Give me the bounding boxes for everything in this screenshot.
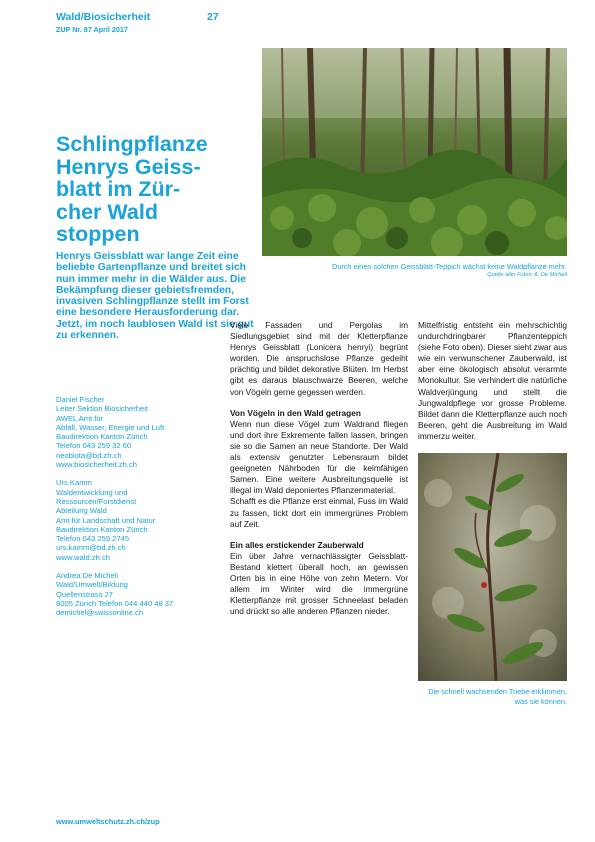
footer-link[interactable]: www.umweltschutz.zh.ch/zup bbox=[56, 817, 160, 826]
contact-name: Urs Kamm bbox=[56, 478, 92, 488]
contact-line: Waldentwicklung und bbox=[56, 487, 128, 497]
body-paragraph: Wenn nun diese Vögel zum Waldrand fliegen und dort ihre Exkremente fallen lassen, bringen sie so die Samen an neue Standorte. Der Wald als extensiv genutzter Lebensraum bildet geeigneten Nährboden für die keimfähigen Samen. Eine weitere Ausbreitungsquelle ist illegal im Wald deponiertes Pflanzenmaterial. bbox=[230, 418, 408, 496]
forest-photo bbox=[262, 48, 567, 256]
page-number: 27 bbox=[207, 11, 219, 23]
honeysuckle-vine-photo bbox=[418, 453, 567, 681]
contact-line: Amt für Landschaft und Natur bbox=[56, 515, 156, 525]
contact-line: Baudirektion Kanton Zürich bbox=[56, 524, 148, 534]
body-column-1 bbox=[230, 320, 408, 617]
contact-line: Abfall, Wasser, Energie und Luft bbox=[56, 422, 165, 432]
subheading: Ein alles erstickender Zauberwald bbox=[230, 539, 364, 550]
contact-web-link[interactable]: www.biosicherheit.zh.ch bbox=[56, 460, 138, 470]
title-line: stoppen bbox=[56, 222, 140, 246]
contact-email-link[interactable]: urs.kamm@bd.zh.ch bbox=[56, 543, 126, 553]
body-paragraph: Schafft es die Pflanze erst einmal, Fuss im Wald zu fassen, tickt dort ein immergrünes Problem auf Zeit. bbox=[230, 496, 408, 529]
article-title bbox=[56, 133, 261, 246]
contact-phone: Telefon 043 259 32 60 bbox=[56, 441, 132, 451]
contact-web-link[interactable]: www.wald.zh.ch bbox=[56, 552, 111, 562]
contact-phone: Telefon 043 259 2745 bbox=[56, 534, 130, 544]
contact-line: Baudirektion Kanton Zürich bbox=[56, 432, 148, 442]
contact-line: Leiter Sektion Biosicherheit bbox=[56, 404, 149, 414]
contact-name: Andrea De Micheli bbox=[56, 571, 119, 581]
contact-email-link[interactable]: neobiota@bd.zh.ch bbox=[56, 450, 122, 460]
contact-line: Wald/Umwelt/Bildung bbox=[56, 580, 128, 590]
photo-caption-side: Die schnell wachsenden Triebe erklimmen, was sie können. bbox=[428, 687, 567, 706]
contact-line: AWEL Amt für bbox=[56, 413, 104, 423]
title-line: Henrys Geiss- bbox=[56, 154, 201, 179]
article-lead: Henrys Geissblatt war lange Zeit eine beliebte Gartenpflanze und breitet sich nun immer mehr in die Wälder aus. Die Bekämpfung dieser gebietsfremden, invasiven Schlingpflanze stellt im Forst eine besondere Herausforderung dar. Jetzt, im noch laublosen Wald ist sie gut zu erkennen. bbox=[56, 251, 254, 342]
subheading: Von Vögeln in den Wald getragen bbox=[230, 407, 361, 418]
photo-caption-top: Durch einen solchen Geissblatt-Teppich wächst keine Waldpflanze mehr. bbox=[332, 262, 567, 271]
title-line: cher Wald bbox=[56, 199, 158, 224]
body-paragraph: Mittelfristig entsteht ein mehrschichtig undurchdringbarer Pflanzenteppich (siehe Foto oben). Dieser sieht zwar aus wie ein verwunschener Zauberwald, ist aber eine ökologisch absolut verarmte Monokultur. Sie verhindert die natürliche Waldverjüngung und stellt die Jungwaldpflege vor grosse Probleme. Bildet dann die Kletterpflanze auch noch Beeren, geht die Ausbreitung im Wald immerzu weiter. bbox=[418, 320, 567, 441]
title-line: Schlingpflanze bbox=[56, 132, 208, 156]
body-paragraph: Viele Fassaden und Pergolas im Siedlungsgebiet sind mit der Kletterpflanze Henrys Geissblatt (Lonicera henryi) begrünt worden. Die anspruchslose Pflanze gedeiht prächtig und bildet dekorative Blüten. Im Herbst gibt es daraus blauschwarze Beeren, welche von Vögeln gerne gegessen werden. bbox=[230, 320, 408, 397]
contact-name: Daniel Fischer bbox=[56, 395, 105, 404]
contact-email-link[interactable]: demichel@swissonline.ch bbox=[56, 608, 144, 618]
contact-line: Ressourcen/Forstdienst bbox=[56, 496, 137, 506]
body-column-2 bbox=[418, 320, 567, 442]
issue-label: ZUP Nr. 87 April 2017 bbox=[56, 25, 128, 34]
contact-line: Quellenstrass 27 bbox=[56, 589, 113, 599]
body-paragraph: Ein über Jahre vernachlässigter Geissblatt-Bestand klettert überall hoch, an gewissen Orten bis in eine Höhe von zehn Metern. Vor allem im Winter wird die immergrüne Kletterpflanze mit grosser Schneelast beladen und drückt so alle anderen Pflanzen nieder. bbox=[230, 550, 408, 617]
section-title: Wald/Biosicherheit bbox=[56, 11, 151, 23]
photo-credit: Quelle aller Fotos: A. De Micheli bbox=[487, 272, 567, 278]
title-line: blatt im Zür- bbox=[56, 177, 181, 201]
contact-phone: 8005 Zürich Telefon 044 440 48 37 bbox=[56, 598, 174, 608]
contact-line: Abteilung Wald bbox=[56, 506, 107, 516]
